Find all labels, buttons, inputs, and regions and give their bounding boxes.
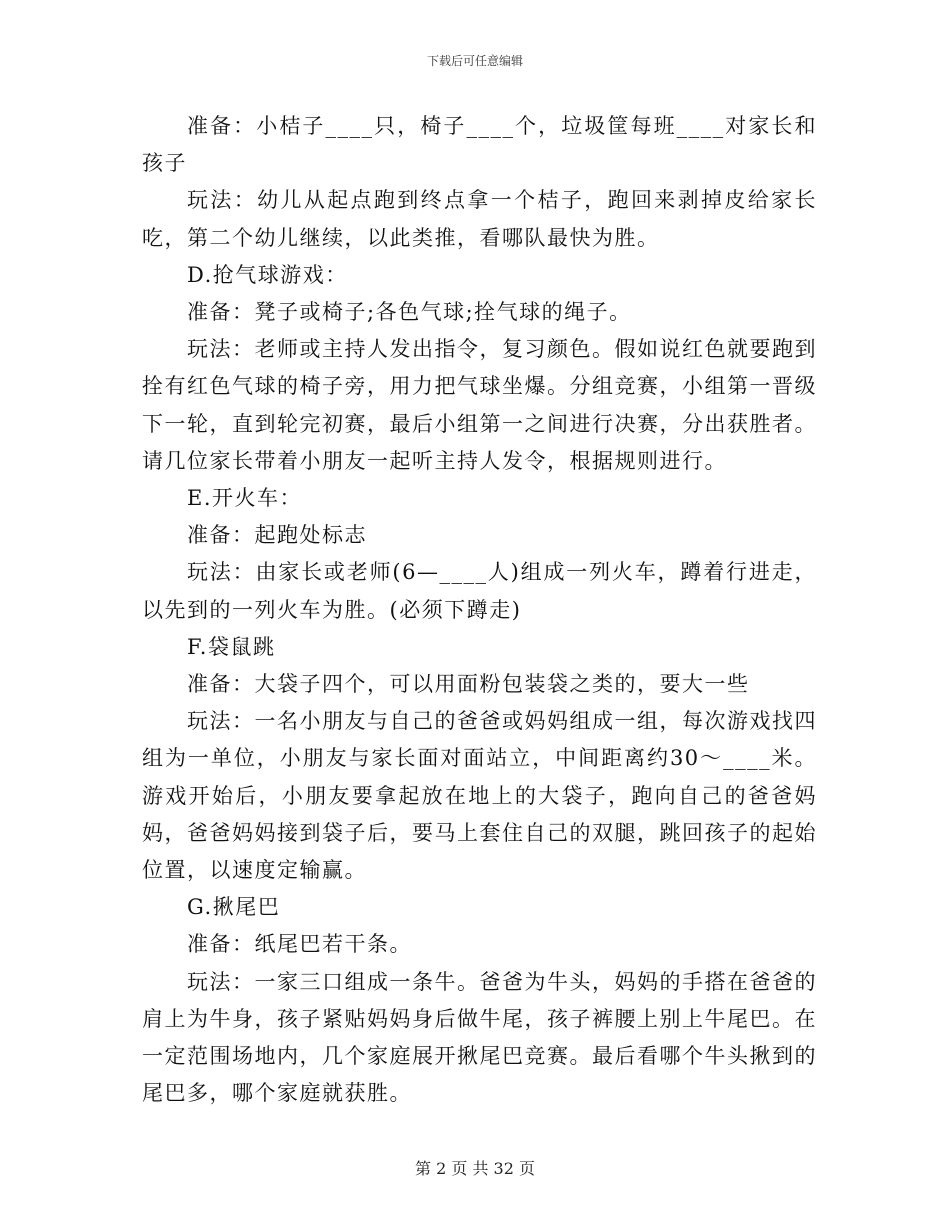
section-heading-balloon-game: D.抢气球游戏： xyxy=(187,262,348,287)
paragraph-train-rules: 玩法：由家长或老师(6—____人)组成一列火车，蹲着行进走，以先到的一列火车为胜。(必须下蹲走) xyxy=(142,560,817,622)
page-number-footer: 第 2 页 共 32 页 xyxy=(415,1159,535,1178)
paragraph-oranges-rules: 玩法：幼儿从起点跑到终点拿一个桔子，跑回来剥掉皮给家长吃，第二个幼儿继续，以此类推，看哪队最快为胜。 xyxy=(142,188,817,250)
paragraph-balloon-prep: 准备：凳子或椅子;各色气球;拴气球的绳子。 xyxy=(187,300,632,325)
paragraph-oranges-prep: 准备：小桔子____只，椅子____个，垃圾筐每班____对家长和孩子 xyxy=(142,114,817,176)
paragraph-tail-rules: 玩法：一家三口组成一条牛。爸爸为牛头，妈妈的手搭在爸爸的肩上为牛身，孩子紧贴妈妈身后做牛尾，孩子裤腰上别上牛尾巴。在一定范围场地内，几个家庭展开揪尾巴竞赛。最后看哪个牛头揪到的尾巴多，哪个家庭就获胜。 xyxy=(142,969,817,1106)
paragraph-train-prep: 准备：起跑处标志 xyxy=(187,523,367,548)
document-body xyxy=(142,108,817,1112)
paragraph-tail-prep: 准备：纸尾巴若干条。 xyxy=(187,932,412,957)
paragraph-balloon-rules: 玩法：老师或主持人发出指令，复习颜色。假如说红色就要跑到拴有红色气球的椅子旁，用力把气球坐爆。分组竞赛，小组第一晋级下一轮，直到轮完初赛，最后小组第一之间进行决赛，分出获胜者。请几位家长带着小朋友一起听主持人发令，根据规则进行。 xyxy=(142,337,817,473)
section-heading-tail-game: G.揪尾巴 xyxy=(187,895,281,920)
section-heading-train-game: E.开火车： xyxy=(187,486,303,511)
page-header-note: 下载后可任意编辑 xyxy=(426,54,523,68)
section-heading-kangaroo-jump: F.袋鼠跳 xyxy=(187,634,276,659)
paragraph-kangaroo-rules: 玩法：一名小朋友与自己的爸爸或妈妈组成一组，每次游戏找四组为一单位，小朋友与家长面对面站立，中间距离约30～____米。游戏开始后，小朋友要拿起放在地上的大袋子，跑向自己的爸爸妈妈，爸爸妈妈接到袋子后，要马上套住自己的双腿，跳回孩子的起始位置，以速度定输赢。 xyxy=(142,709,817,883)
paragraph-kangaroo-prep: 准备：大袋子四个，可以用面粉包装袋之类的，要大一些 xyxy=(187,672,750,697)
